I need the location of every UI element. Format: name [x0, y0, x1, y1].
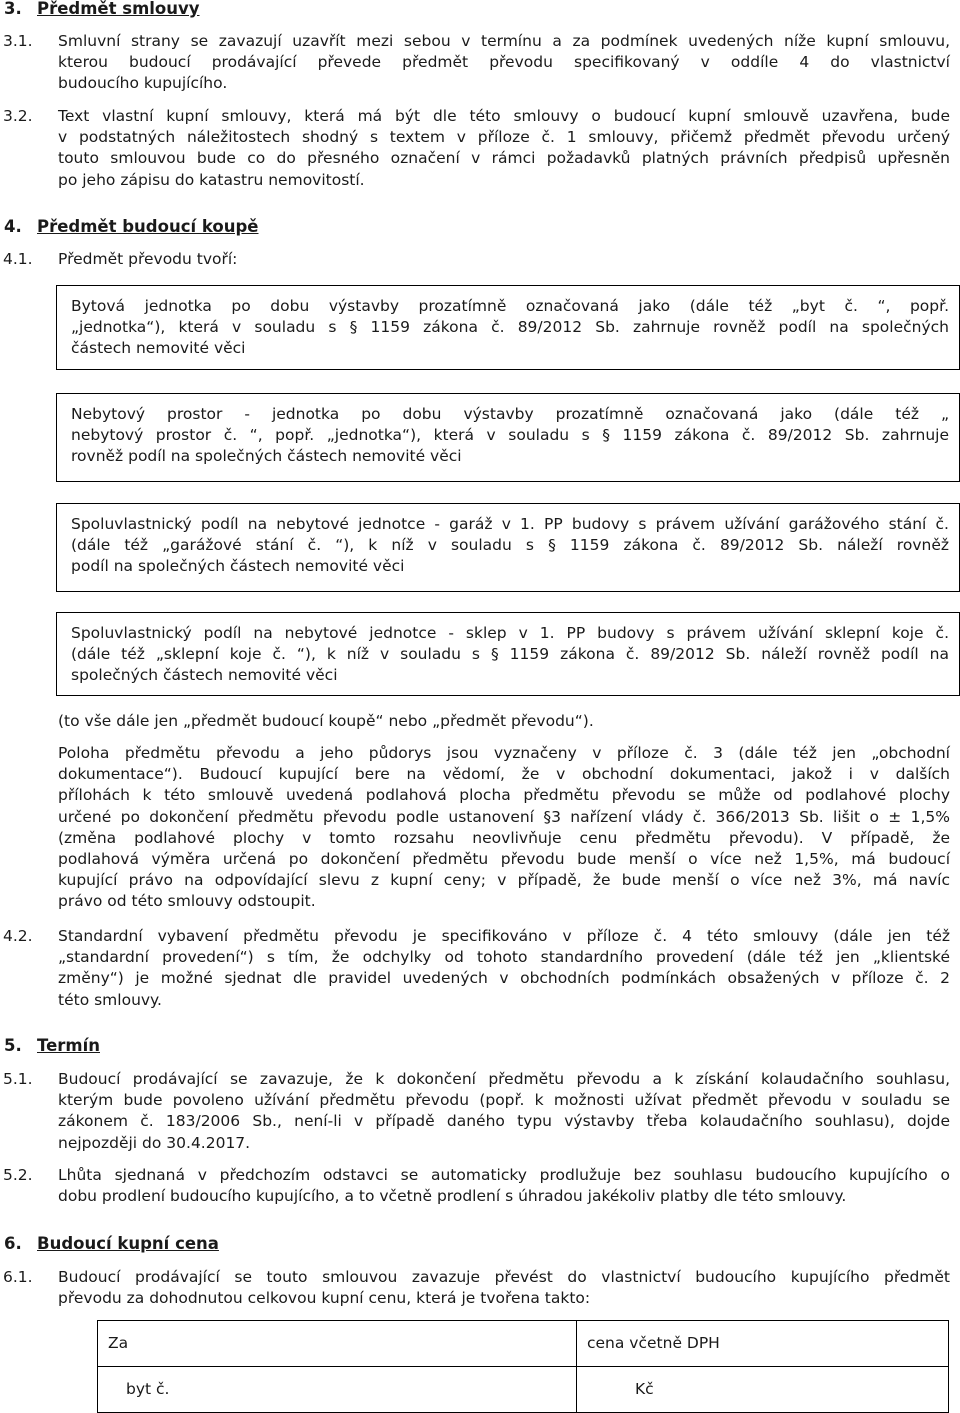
clause-3-1-text: [58, 31, 950, 95]
text-line: Spoluvlastnický podíl na nebytové jednotce - garáž v 1. PP budovy s právem užívání garážového stání č.: [71, 515, 949, 533]
text-line: podíl na společných částech nemovité věci: [71, 557, 405, 576]
section-5-heading: [0, 1035, 100, 1056]
text-line: kupující právo na odpovídající slevu z kupní ceny; v případě, že bude menší o více než 3%, má navíc: [58, 871, 950, 890]
section-title: Termín: [37, 1036, 100, 1055]
text-line: dokumentace“). Budoucí kupující bere na vědomí, že v obchodní dokumentaci, jakož i v dalších: [58, 765, 950, 784]
text-line: převodu za dohodnutou celkovou kupní cenu, která je tvořena takto:: [58, 1289, 591, 1308]
text-line: Bytová jednotka po dobu výstavby prozatímně označovaná jako (dále též „byt č. “, popř.: [71, 297, 949, 315]
text-line: Budoucí prodávající se zavazuje, že k dokončení předmětu převodu a k získání kolaudačního souhlasu,: [58, 1070, 950, 1088]
text-line: určené po dokončení předmětu převodu podle ustanovení §3 nařízení vlády č. 366/2013 Sb. lišit o ± 1,5%: [58, 807, 950, 826]
table-cell: Za: [98, 1321, 577, 1367]
text-line: nejpozději do 30.4.2017.: [58, 1133, 251, 1152]
clause-4-1-location-text: [58, 743, 950, 913]
clause-number-4-1: 4.1.: [3, 250, 33, 268]
subject-summary: (to vše dále jen „předmět budoucí koupě“ nebo „předmět převodu“).: [58, 712, 594, 730]
table-cell: Kč: [577, 1367, 949, 1413]
text-line: této smlouvy.: [58, 990, 162, 1009]
subject-box-cellar: [56, 612, 960, 696]
section-6-heading: [0, 1233, 219, 1254]
text-line: přílohách k této smlouvě uvedená podlahová plocha předmětu převodu se může od podlahové plochy: [58, 786, 950, 805]
clause-number-4-2: 4.2.: [3, 927, 33, 945]
text-line: „jednotka“), která v souladu s § 1159 zákona č. 89/2012 Sb. zahrnuje rovněž podíl na společných: [71, 318, 949, 337]
section-title: Budoucí kupní cena: [37, 1234, 219, 1253]
text-line: budoucího kupujícího.: [58, 74, 228, 93]
text-line: změny“) je možné sjednat dle pravidel uvedených v obchodních podmínkách obsažených v příloze č. 2: [58, 969, 950, 988]
clause-number-3-1: 3.1.: [3, 32, 33, 50]
section-title: Předmět smlouvy: [37, 0, 200, 18]
text-line: Standardní vybavení předmětu převodu je specifikováno v příloze č. 4 této smlouvy (dále jen též: [58, 927, 950, 945]
text-line: Spoluvlastnický podíl na nebytové jednotce - sklep v 1. PP budovy s právem užívání sklepní koje č.: [71, 624, 949, 642]
text-line: zákonem č. 183/2006 Sb., není-li v případě daného typu výstavby třeba kolaudačního souhlasu), dojde: [58, 1112, 950, 1131]
text-line: částech nemovité věci: [71, 339, 246, 358]
price-table: [97, 1320, 949, 1413]
text-line: „standardní provedení“) s tím, že odchylky od tohoto standardního provedení (dále též jen „klientské: [58, 948, 950, 967]
text-line: rovněž podíl na společných částech nemovité věci: [71, 447, 462, 466]
text-line: právo od této smlouvy odstoupit.: [58, 892, 316, 911]
clause-6-1-text: [58, 1267, 950, 1309]
text-line: Smluvní strany se zavazují uzavřít mezi sebou v termínu a za podmínek uvedených níže kupní smlouvu,: [58, 32, 950, 50]
clause-number-5-1: 5.1.: [3, 1070, 33, 1088]
section-number: 6.: [4, 1234, 22, 1253]
text-line: Budoucí prodávající se touto smlouvou zavazuje převést do vlastnictví budoucího kupujícího předmět: [58, 1268, 950, 1286]
text-line: touto smlouvou bude co do přesného označení v rámci požadavků platných právních předpisů upřesněn: [58, 149, 950, 168]
text-line: v podstatných náležitostech shodný s textem v příloze č. 1 smlouvy, přičemž předmět převodu určený: [58, 128, 950, 147]
section-title: Předmět budoucí koupě: [37, 217, 259, 236]
clause-3-2-text: [58, 106, 950, 191]
text-line: podlahová výměra určená po dokončení předmětu převodu bude menší o více než 1,5%, má budoucí: [58, 850, 950, 869]
table-row: [98, 1321, 949, 1367]
clause-4-1-intro: Předmět převodu tvoří:: [58, 250, 238, 268]
text-line: kterým bude povoleno užívání předmětu převodu (popř. k možnosti užívat předmět převodu v souladu se: [58, 1091, 950, 1110]
clause-number-3-2: 3.2.: [3, 107, 33, 125]
subject-box-nonresidential: [56, 393, 960, 482]
clause-number-6-1: 6.1.: [3, 1268, 33, 1286]
text-line: po jeho zápisu do katastru nemovitostí.: [58, 170, 365, 189]
section-number: 3.: [4, 0, 22, 18]
text-line: (změna podlahové plochy v tomto rozsahu neovlivňuje cenu předmětu převodu). V případě, že: [58, 828, 950, 847]
clause-5-1-text: [58, 1069, 950, 1154]
text-line: (dále též „sklepní koje č. “), k níž v souladu s § 1159 zákona č. 89/2012 Sb. náleží rovněž podíl na: [71, 645, 949, 664]
subject-box-garage: [56, 503, 960, 592]
clause-4-2-text: [58, 926, 950, 1011]
text-line: Lhůta sjednaná v předchozím odstavci se automaticky prodlužuje bez souhlasu budoucího kupujícího o: [58, 1166, 950, 1184]
table-row: [98, 1367, 949, 1413]
clause-number-5-2: 5.2.: [3, 1166, 33, 1184]
section-number: 5.: [4, 1036, 22, 1055]
text-line: Poloha předmětu převodu a jeho půdorys jsou vyznačeny v příloze č. 3 (dále též jen „obchodní: [58, 744, 950, 762]
text-line: Text vlastní kupní smlouvy, která má být dle této smlouvy o budoucí kupní smlouvě uzavřena, bude: [58, 107, 950, 125]
subject-box-apartment: [56, 285, 960, 370]
table-cell: cena včetně DPH: [577, 1321, 949, 1367]
text-line: společných částech nemovité věci: [71, 666, 338, 685]
text-line: kterou budoucí prodávající převede předmět převodu specifikovaný v oddíle 4 do vlastnictví: [58, 53, 950, 72]
text-line: (dále též „garážové stání č. “), k níž v souladu s § 1159 zákona č. 89/2012 Sb. náleží rovněž: [71, 536, 949, 555]
clause-5-2-text: [58, 1165, 950, 1207]
text-line: nebytový prostor č. “, popř. „jednotka“), která v souladu s § 1159 zákona č. 89/2012 Sb. zahrnuje: [71, 426, 949, 445]
section-number: 4.: [4, 217, 22, 236]
section-3-heading: [0, 0, 200, 19]
text-line: dobu prodlení budoucího kupujícího, a to včetně prodlení s úhradou jakékoliv platby dle této smlouvy.: [58, 1187, 847, 1206]
section-4-heading: [0, 216, 259, 237]
text-line: Nebytový prostor - jednotka po dobu výstavby prozatímně označovaná jako (dále též „: [71, 405, 949, 423]
table-cell: byt č.: [98, 1367, 577, 1413]
